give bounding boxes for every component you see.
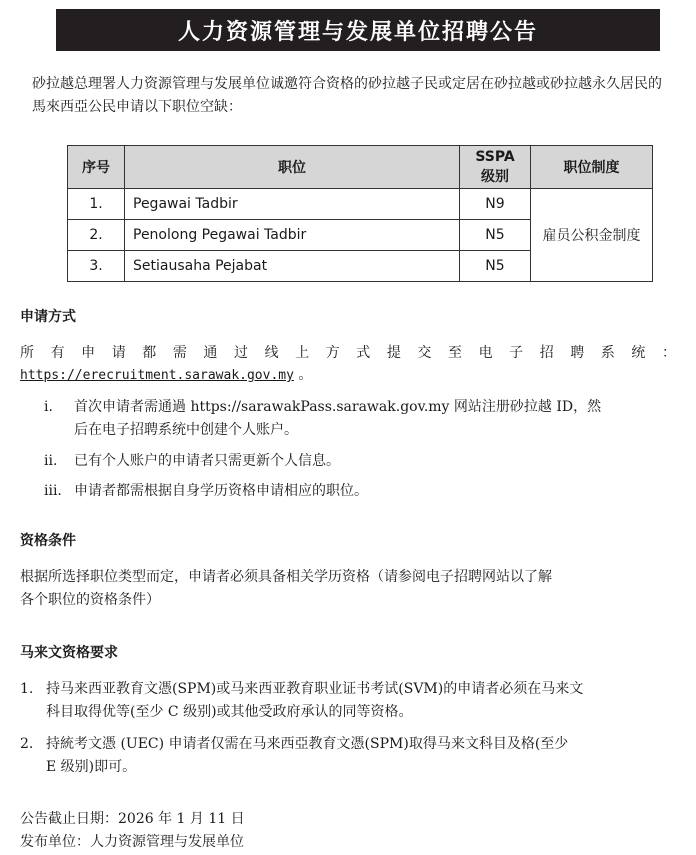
application-url-line — [20, 364, 676, 387]
url-suffix: 。 — [298, 367, 313, 383]
qualification-line2: 各个职位的资格条件） — [20, 592, 160, 608]
intro-paragraph: 砂拉越总理署人力资源管理与发展单位诚邀符合资格的砂拉越子民或定居在砂拉越或砂拉越永久居民的馬來西亞公民申请以下职位空缺： — [32, 76, 662, 115]
application-text: 所有申请都需通过线上方式提交至电子招聘系统： — [20, 345, 676, 361]
qualification-line1: 根据所选择职位类型而定，申请者必须具备相关学历资格（请参阅电子招聘网站以了解 — [20, 569, 552, 585]
qualification-heading: 资格条件 — [20, 533, 76, 549]
qualification-text — [20, 566, 676, 612]
item-text: 持統考文憑 (UEC) 申请者仅需在马来西亞教育文憑(SPM)取得马来文科目及格(至少 — [46, 736, 569, 752]
list-item — [44, 450, 676, 473]
item-text: 首次申请者需通過 https://sarawakPass.sarawak.gov.my 网站注册砂拉越 ID，然 — [74, 399, 602, 415]
item-marker: i. — [44, 399, 53, 415]
header-no: 序号 — [68, 146, 125, 189]
header-system: 职位制度 — [531, 146, 653, 189]
header-grade-line2: 级别 — [481, 169, 509, 185]
list-item — [20, 733, 680, 779]
deadline: 公告截止日期：2026 年 1 月 11 日 — [20, 811, 245, 827]
row-grade: N5 — [460, 251, 531, 282]
issuer: 发布单位：人力资源管理与发展单位 — [20, 834, 244, 850]
item-text-cont: 后在电子招聘系统中创建个人账户。 — [74, 422, 298, 438]
application-heading: 申请方式 — [20, 309, 76, 325]
item-marker: iii. — [44, 483, 62, 499]
erecruitment-link[interactable]: https://erecruitment.sarawak.gov.my — [20, 368, 294, 383]
row-position: Penolong Pegawai Tadbir — [125, 220, 460, 251]
row-no: 2. — [68, 220, 125, 251]
item-marker: 1. — [20, 681, 34, 697]
system-cell: 雇员公积金制度 — [531, 189, 653, 282]
item-text: 申请者都需根据自身学历资格申请相应的职位。 — [74, 483, 368, 499]
item-text-cont: 科目取得优等(至少 C 级别)或其他受政府承认的同等资格。 — [46, 704, 413, 720]
row-grade: N5 — [460, 220, 531, 251]
malay-heading: 马来文资格要求 — [20, 645, 118, 661]
item-text: 持马来西亚教育文憑(SPM)或马来西亚教育职业证书考试(SVM)的申请者必须在马来文 — [46, 681, 584, 697]
row-no: 1. — [68, 189, 125, 220]
table-header-row — [68, 146, 653, 189]
table-row — [68, 189, 653, 220]
row-position: Pegawai Tadbir — [125, 189, 460, 220]
list-item — [44, 396, 676, 442]
item-text-cont: E 级别)即可。 — [46, 759, 137, 775]
footer — [20, 808, 676, 854]
row-position: Setiausaha Pejabat — [125, 251, 460, 282]
list-item — [20, 678, 680, 724]
header-position: 职位 — [125, 146, 460, 189]
announcement-title: 人力资源管理与发展单位招聘公告 — [56, 9, 660, 51]
row-grade: N9 — [460, 189, 531, 220]
item-text: 已有个人账户的申请者只需更新个人信息。 — [74, 453, 340, 469]
item-marker: ii. — [44, 453, 58, 469]
row-no: 3. — [68, 251, 125, 282]
list-item — [44, 480, 676, 503]
positions-table — [67, 145, 653, 282]
item-marker: 2. — [20, 736, 34, 752]
header-grade-line1: SSPA — [475, 149, 515, 165]
header-grade — [460, 146, 531, 189]
